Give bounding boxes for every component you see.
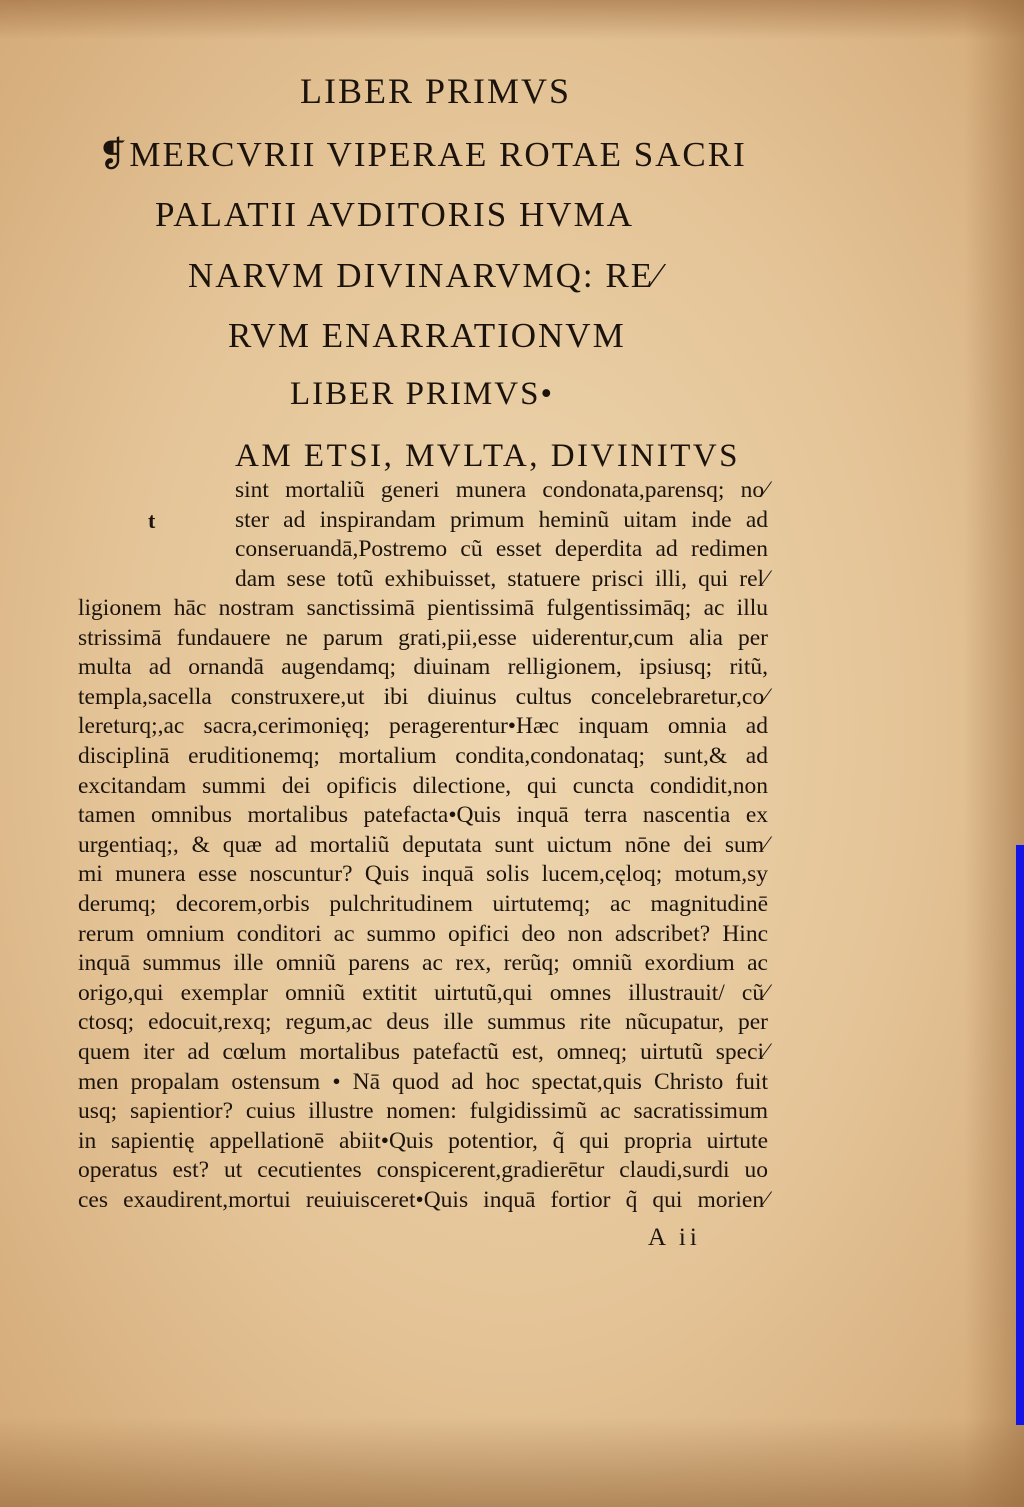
guide-letter: t (148, 508, 156, 533)
page-right-stain (964, 0, 1024, 1507)
text-line: men propalam ostensum • Nā quod ad hoc spectat,quis Christo fuit (78, 1068, 768, 1095)
text-line: usq; sapientior? cuius illustre nomen: fulgidissimũ ac sacratissimum (78, 1098, 768, 1125)
text-line: ctosq; edocuit,rexq; regum,ac deus ille summus rite nũcupatur, per (78, 1009, 768, 1036)
text-line: urgentiaq;, & quæ ad mortaliũ deputata sunt uictum nōne dei sum⁄ (78, 831, 768, 858)
title-line-5: LIBER PRIMVS• (290, 376, 555, 412)
text-line: quem iter ad cœlum mortalibus patefactũ est, omneq; uirtutũ speci⁄ (78, 1038, 768, 1065)
text-line: lereturq;,ac sacra,cerimonięq; peragerentur•Hæc inquam omnia ad (78, 713, 768, 740)
text-line: origo,qui exemplar omniũ extitit uirtutũ,qui omnes illustrauit/ cũ⁄ (78, 979, 768, 1006)
text-line: operatus est? ut cecutientes conspicerent,gradierētur claudi,surdi uo (78, 1157, 768, 1184)
text-line: conseruandā,Postremo cũ esset deperdita ad redimen (235, 536, 768, 563)
text-line: disciplinā eruditionemq; mortalium condita,condonataq; sunt,& ad (78, 742, 768, 769)
text-line: in sapientię appellationē abiit•Quis potentior, q̃ qui propria uirtute (78, 1127, 768, 1154)
text-line: derumq; decorem,orbis pulchritudinem uirtutemq; ac magnitudinē (78, 890, 768, 917)
signature-mark: A ii (648, 1224, 701, 1251)
scan-edge-marker (1016, 845, 1024, 1425)
title-line-1: ❡MERCVRII VIPERAE ROTAE SACRI (98, 135, 747, 174)
text-line: dam sese totũ exhibuisset, statuere prisci illi, qui rel⁄ (235, 565, 768, 592)
body-text-block (78, 594, 768, 1215)
text-line: templa,sacella construxere,ut ibi diuinus cultus concelebraretur,co⁄ (78, 683, 768, 710)
text-line: ces exaudirent,mortui reuiuisceret•Quis inquā fortior q̃ qui morien⁄ (78, 1186, 768, 1213)
text-line: ligionem hāc nostram sanctissimā pientissimā fulgentissimāq; ac illu (78, 595, 768, 621)
page-top-stain (0, 0, 1024, 40)
text-line: inquā summus ille omniũ parens ac rex, rerũq; omniũ exordium ac (78, 950, 768, 977)
page-bottom-stain (0, 1417, 1024, 1507)
text-line: multa ad ornandā augendamq; diuinam relligionem, ipsiusq; ritũ, (78, 654, 768, 681)
title-line-2: PALATII AVDITORIS HVMA (155, 195, 634, 234)
title-line-3: NARVM DIVINARVMQ: RE⁄ (188, 256, 662, 295)
text-line: sint mortaliũ generi munera condonata,parensq; no⁄ (235, 477, 768, 503)
text-line: rerum omnium conditori ac summo opifici deo non adscribet? Hinc (78, 920, 768, 947)
opening-line: AM ETSI, MVLTA, DIVINITVS (235, 438, 741, 474)
text-line: strissimā fundauere ne parum grati,pii,esse uiderentur,cum alia per (78, 624, 768, 651)
text-line: ster ad inspirandam primum heminũ uitam inde ad (235, 506, 768, 533)
text-line: mi munera esse noscuntur? Quis inquā solis lucem,cęloq; motum,sy (78, 861, 768, 888)
title-line-4: RVM ENARRATIONVM (228, 316, 626, 355)
indented-text-block (235, 476, 768, 594)
text-line: excitandam summi dei opificis dilectione, qui cuncta condidit,non (78, 772, 768, 799)
running-head: LIBER PRIMVS (300, 71, 572, 111)
text-line: tamen omnibus mortalibus patefacta•Quis inquā terra nascentia ex (78, 802, 768, 829)
